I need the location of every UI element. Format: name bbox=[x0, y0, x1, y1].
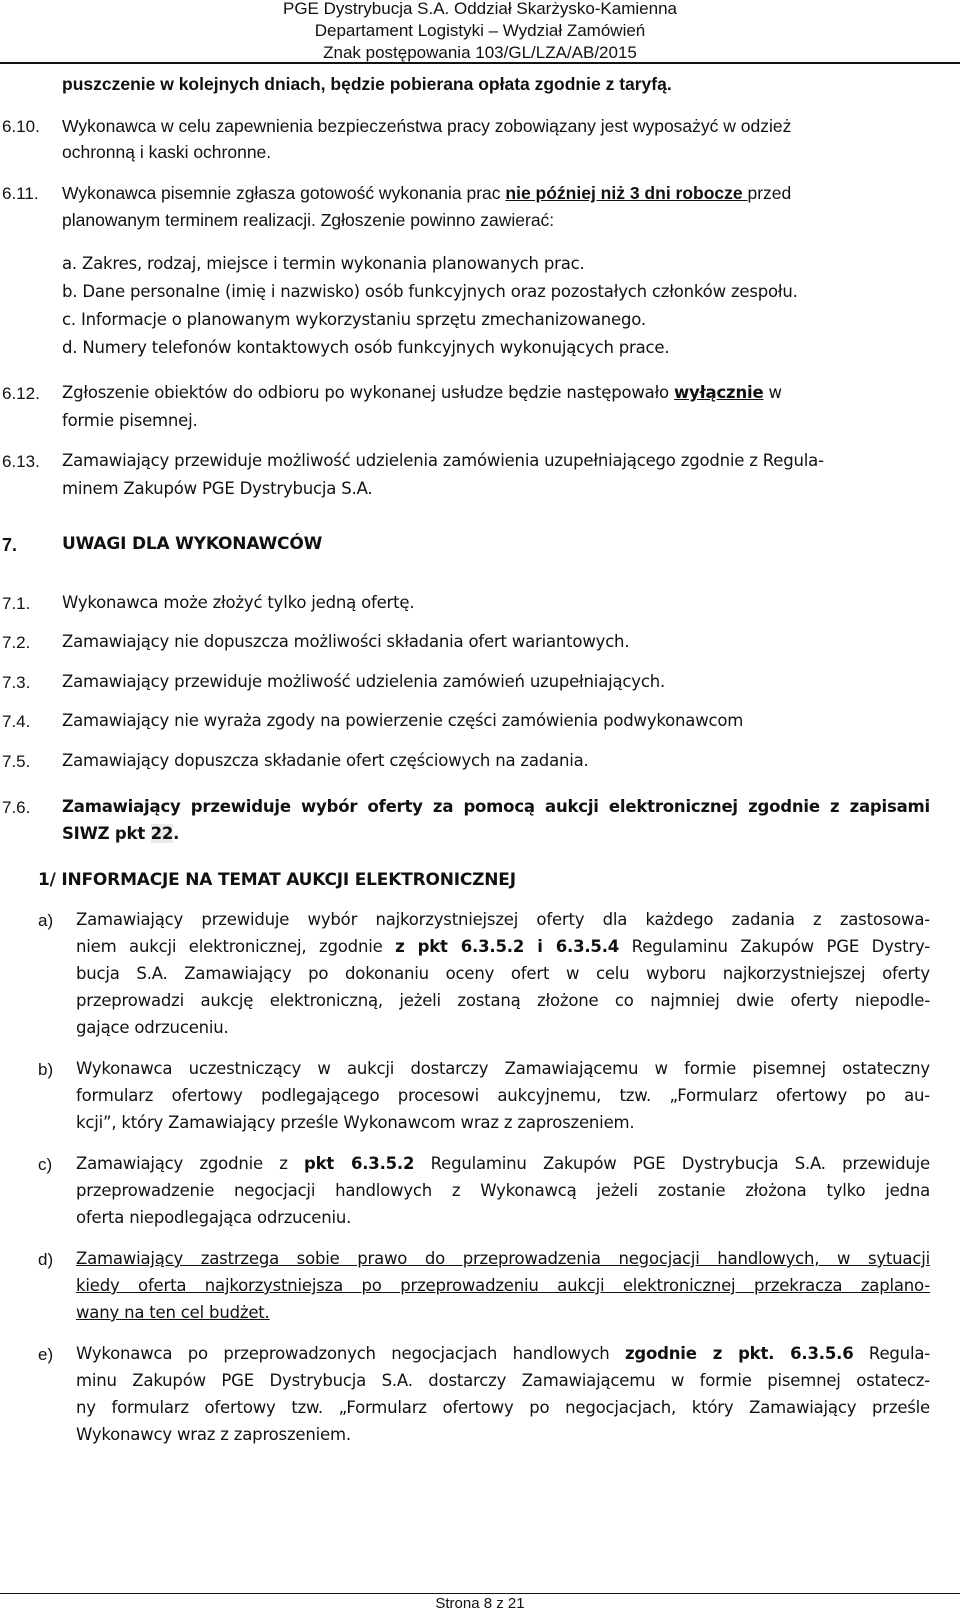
highlighted-point: 22 bbox=[150, 824, 174, 843]
list-label: a. bbox=[62, 254, 77, 273]
section-text: planowanym terminem realizacji. Zgłoszenie powinno zawierać: bbox=[62, 210, 555, 230]
item-label: e) bbox=[38, 1345, 54, 1364]
list-item bbox=[62, 282, 798, 301]
section-text bbox=[62, 383, 782, 402]
section-text: Zamawiający nie dopuszcza możliwości składania ofert wariantowych. bbox=[62, 632, 630, 651]
section-number: 7.5. bbox=[2, 752, 31, 771]
item-text: przeprowadzi aukcję elektroniczną, jeżeli zostaną złożone co najmniej dwie oferty niepodle- bbox=[76, 991, 930, 1010]
section-text: Wykonawca może złożyć tylko jedną ofertę. bbox=[62, 593, 415, 612]
list-text: Zakres, rodzaj, miejsce i termin wykonania planowanych prac. bbox=[82, 254, 585, 273]
list-text: Informacje o planowanym wykorzystaniu sprzętu zmechanizowanego. bbox=[80, 310, 646, 329]
item-label: a) bbox=[38, 911, 54, 930]
text-span: Wykonawca po przeprowadzonych negocjacjach handlowych bbox=[76, 1344, 625, 1363]
emphasis-deadline: nie później niż 3 dni robocze bbox=[505, 183, 748, 203]
text-span: Regula- bbox=[853, 1344, 930, 1363]
text-span: przed bbox=[747, 183, 792, 203]
section-text: formie pisemnej. bbox=[62, 411, 198, 430]
item-text: Wykonawcy wraz z zaproszeniem. bbox=[76, 1425, 351, 1444]
section-text: Zamawiający przewiduje wybór oferty za pomocą aukcji elektronicznej zgodnie z zapisami bbox=[62, 797, 930, 816]
item-text: Wykonawca uczestniczący w aukcji dostarczy Zamawiającemu w formie pisemnej ostateczny bbox=[76, 1059, 930, 1078]
text-span: . bbox=[173, 824, 180, 843]
item-text: gające odrzuceniu. bbox=[76, 1018, 229, 1037]
item-text: kiedy oferta najkorzystniejsza po przeprowadzeniu aukcji elektronicznej przekracza zaplano- bbox=[76, 1276, 930, 1295]
text-span: Regulaminu Zakupów PGE Dystrybucja S.A. przewiduje bbox=[414, 1154, 930, 1173]
header-department: Departament Logistyki – Wydział Zamówień bbox=[314, 21, 646, 40]
item-label: c) bbox=[38, 1155, 53, 1174]
section-number: 7.2. bbox=[2, 633, 31, 652]
text-span: w bbox=[763, 383, 782, 402]
section-text: Zamawiający nie wyraża zgody na powierzenie części zamówienia podwykonawcom bbox=[62, 711, 744, 730]
section-text: Zamawiający przewiduje możliwość udzielenia zamówienia uzupełniającego zgodnie z Regula- bbox=[62, 451, 824, 470]
list-item bbox=[62, 254, 585, 273]
section-number: 6.12. bbox=[2, 384, 40, 403]
intro-line: puszczenie w kolejnych dniach, będzie pobierana opłata zgodnie z taryfą. bbox=[62, 74, 672, 94]
item-text bbox=[76, 1344, 930, 1363]
section-text: Zamawiający przewiduje możliwość udzielenia zamówień uzupełniających. bbox=[62, 672, 666, 691]
emphasis-points: z pkt 6.3.5.2 i 6.3.5.4 bbox=[395, 937, 620, 956]
section-text bbox=[62, 824, 179, 843]
item-text: przeprowadzenie negocjacji handlowych z Wykonawcą jeżeli zostanie złożona tylko jedna bbox=[76, 1181, 930, 1200]
page-number: Strona 8 z 21 bbox=[435, 1595, 525, 1612]
subsection-title: 1/ INFORMACJE NA TEMAT AUKCJI ELEKTRONICZNEJ bbox=[38, 870, 516, 890]
list-item bbox=[62, 310, 646, 329]
item-text: ny formularz ofertowy tzw. „Formularz ofertowy po negocjacjach, który Zamawiający prześle bbox=[76, 1398, 930, 1417]
text-span: Wykonawca pisemnie zgłasza gotowość wykonania prac bbox=[62, 183, 506, 203]
section-text: minem Zakupów PGE Dystrybucja S.A. bbox=[62, 479, 373, 498]
section-text bbox=[62, 183, 791, 204]
text-span: niem aukcji elektronicznej, zgodnie bbox=[76, 937, 396, 956]
item-text: bucja S.A. Zamawiający po dokonaniu oceny ofert w celu wyboru najkorzystniejszej oferty bbox=[76, 964, 930, 983]
item-text: Zamawiający przewiduje wybór najkorzystniejszej oferty dla każdego zadania z zastosowa- bbox=[76, 910, 930, 929]
section-text: Zamawiający dopuszcza składanie ofert częściowych na zadania. bbox=[62, 751, 589, 770]
section-number: 6.10. bbox=[2, 117, 40, 136]
item-text bbox=[76, 937, 930, 956]
item-text: formularz ofertowy podlegającego procesowi aukcyjnemu, tzw. „Formularz ofertowy po au- bbox=[76, 1086, 930, 1105]
emphasis-point: pkt 6.3.5.2 bbox=[304, 1154, 415, 1173]
text-span: SIWZ pkt bbox=[62, 824, 151, 843]
item-label: d) bbox=[38, 1250, 54, 1269]
item-text: oferta niepodlegająca odrzuceniu. bbox=[76, 1208, 352, 1227]
list-item bbox=[62, 338, 669, 357]
list-label: d. bbox=[62, 338, 78, 357]
section-number: 6.13. bbox=[2, 452, 40, 471]
section-number: 7.1. bbox=[2, 594, 31, 613]
header-divider bbox=[0, 62, 960, 64]
text-span: Zamawiający zgodnie z bbox=[76, 1154, 305, 1173]
section-text: ochronną i kaski ochronne. bbox=[62, 142, 272, 162]
section-number: 7.6. bbox=[2, 798, 31, 817]
item-text bbox=[76, 1154, 930, 1173]
item-text: wany na ten cel budżet. bbox=[76, 1303, 270, 1322]
item-text: minu Zakupów PGE Dystrybucja S.A. dostarczy Zamawiającemu w formie pisemnej ostatecz- bbox=[76, 1371, 930, 1390]
chapter-number: 7. bbox=[2, 535, 18, 555]
list-label: c. bbox=[62, 310, 76, 329]
item-text: Zamawiający zastrzega sobie prawo do przeprowadzenia negocjacji handlowych, w sytuacji bbox=[76, 1249, 930, 1268]
list-text: Dane personalne (imię i nazwisko) osób funkcyjnych oraz pozostałych członków zespołu. bbox=[82, 282, 798, 301]
list-label: b. bbox=[62, 282, 78, 301]
item-label: b) bbox=[38, 1060, 54, 1079]
section-number: 7.4. bbox=[2, 712, 31, 731]
section-text: Wykonawca w celu zapewnienia bezpieczeństwa pracy zobowiązany jest wyposażyć w odzież bbox=[62, 116, 792, 136]
header-case-number: Znak postępowania 103/GL/LZA/AB/2015 bbox=[323, 43, 637, 62]
section-number: 7.3. bbox=[2, 673, 31, 692]
footer-divider bbox=[0, 1593, 960, 1594]
list-text: Numery telefonów kontaktowych osób funkcyjnych wykonujących prace. bbox=[82, 338, 670, 357]
chapter-title: UWAGI DLA WYKONAWCÓW bbox=[62, 534, 323, 554]
text-span: Regulaminu Zakupów PGE Dystry- bbox=[619, 937, 931, 956]
emphasis-point: zgodnie z pkt. 6.3.5.6 bbox=[625, 1344, 854, 1363]
text-span: Zgłoszenie obiektów do odbioru po wykonanej usłudze będzie następowało bbox=[62, 383, 674, 402]
section-number: 6.11. bbox=[2, 184, 39, 203]
header-company: PGE Dystrybucja S.A. Oddział Skarżysko-Kamienna bbox=[283, 0, 677, 18]
emphasis-exclusively: wyłącznie bbox=[674, 383, 764, 402]
item-text: kcji”, który Zamawiający prześle Wykonawcom wraz z zaproszeniem. bbox=[76, 1113, 635, 1132]
